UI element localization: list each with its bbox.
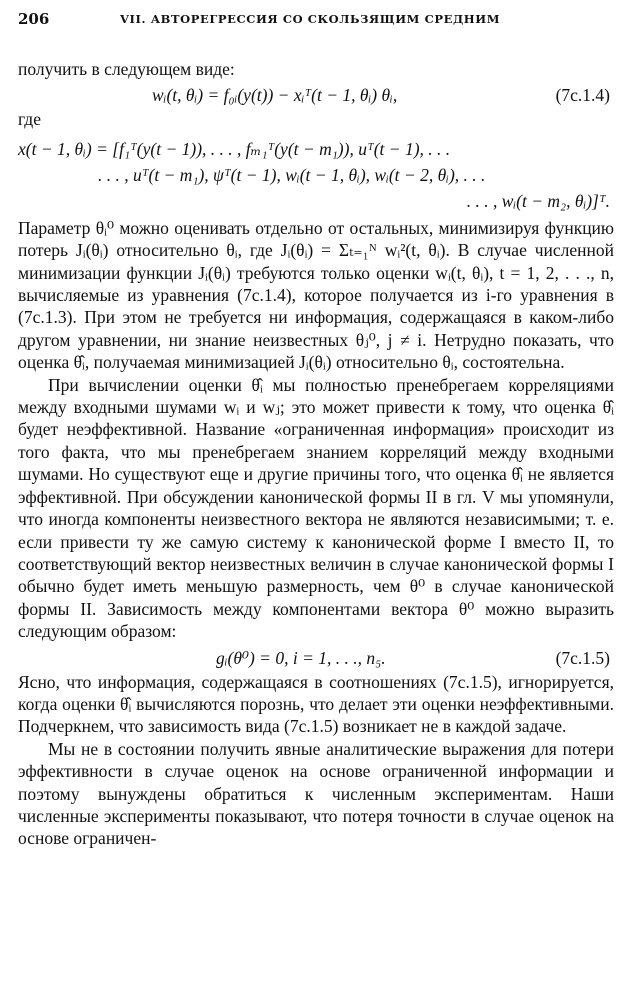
page-number: 206	[18, 10, 50, 28]
equation-number: (7c.1.4)	[555, 85, 610, 106]
x-definition-text-2: . . . , uᵀ(t − m₁), ψᵀ(t − 1), wᵢ(t − 1, θᵢ), wᵢ(t − 2, θᵢ), . . .	[98, 164, 486, 185]
paragraph-1: Параметр θᵢ⁰ можно оценивать отдельно от остальных, минимизируя функцию потерь Jᵢ(θᵢ) относительно θᵢ, где Jᵢ(θᵢ) = Σₜ₌₁ᴺ wᵢ²(t, θᵢ). В случае численной минимизации функции Jᵢ(θᵢ) требуются только оценки wᵢ(t, θᵢ), t = 1, 2, . . ., n, вычисляемые из уравнения (7c.1.4), которое получается из i-го уравнения в (7c.1.3). При этом не требуется ни информация, содержащаяся в каком-либо другом уравнении, ни знание неизвестных θⱼ⁰, j ≠ i. Нетрудно показать, что оценка θ̂ᵢ, получаемая минимизацией Jᵢ(θᵢ) относительно θᵢ, состоятельна.	[18, 217, 614, 373]
x-definition-line-1	[18, 135, 614, 161]
x-definition-line-3	[18, 187, 614, 213]
intro-line: получить в следующем виде:	[18, 59, 235, 79]
equation-content: wᵢ(t, θᵢ) = f₀ᵢ(y(t)) − xᵢᵀ(t − 1, θᵢ) θᵢ,	[152, 85, 398, 106]
running-title: VII. АВТОРЕГРЕССИЯ СО СКОЛЬЗЯЩИМ СРЕДНИМ	[120, 12, 501, 26]
equation-7c-1-5	[18, 643, 614, 671]
paragraph-4: Мы не в состоянии получить явные аналитические выражения для потери эффективности в случае оценок на основе ограниченной информации и поэтому вынуждены обратиться к численным экспериментам. Наши численные эксперименты показывают, что потеря точности в случае оценок на основе ограничен-	[18, 738, 614, 849]
x-definition-line-2	[18, 161, 614, 187]
equation-content: gᵢ(θ⁰) = 0, i = 1, . . ., n₅.	[216, 647, 386, 668]
paragraph-3: Ясно, что информация, содержащаяся в соотношениях (7c.1.5), игнорируется, когда оценки θ̂ᵢ вычисляются порознь, что делает эти оценки неэффективными. Подчеркнем, что зависимость вида (7c.1.5) возникает не в каждой задаче.	[18, 671, 614, 737]
paragraph-2: При вычислении оценки θ̂ᵢ мы полностью пренебрегаем корреляциями между входными шумами wᵢ и wⱼ; это может привести к тому, что оценка θ̂ᵢ будет неэффективной. Название «ограниченная информация» происходит из того факта, что мы пренебрегаем знанием корреляций между входными шумами. Но существуют еще и другие причины того, что оценка θ̂ᵢ не является эффективной. При обсуждении канонической формы II в гл. V мы упомянули, что иногда компоненты неизвестного вектора не являются независимыми; т. е. если привести ту же самую систему к канонической форме I вместо II, то соответствующий вектор неизвестных величин в случае канонической формы I обычно будет иметь меньшую размерность, чем θ⁰ в случае канонической формы II. Зависимость между компонентами вектора θ⁰ можно выразить следующим образом:	[18, 374, 614, 642]
page-header	[18, 10, 614, 32]
x-definition-text-1: x(t − 1, θᵢ) = [f₁ᵀ(y(t − 1)), . . . , fₘ₁ᵀ(y(t − m₁)), uᵀ(t − 1), . . .	[18, 138, 451, 159]
book-page	[18, 0, 614, 1000]
equation-7c-1-4	[18, 80, 614, 108]
page-body	[18, 58, 614, 850]
where-word: где	[18, 109, 41, 130]
x-definition-text-3: . . . , wᵢ(t − m₂, θᵢ)]ᵀ.	[466, 190, 610, 211]
equation-number: (7c.1.5)	[555, 647, 610, 668]
